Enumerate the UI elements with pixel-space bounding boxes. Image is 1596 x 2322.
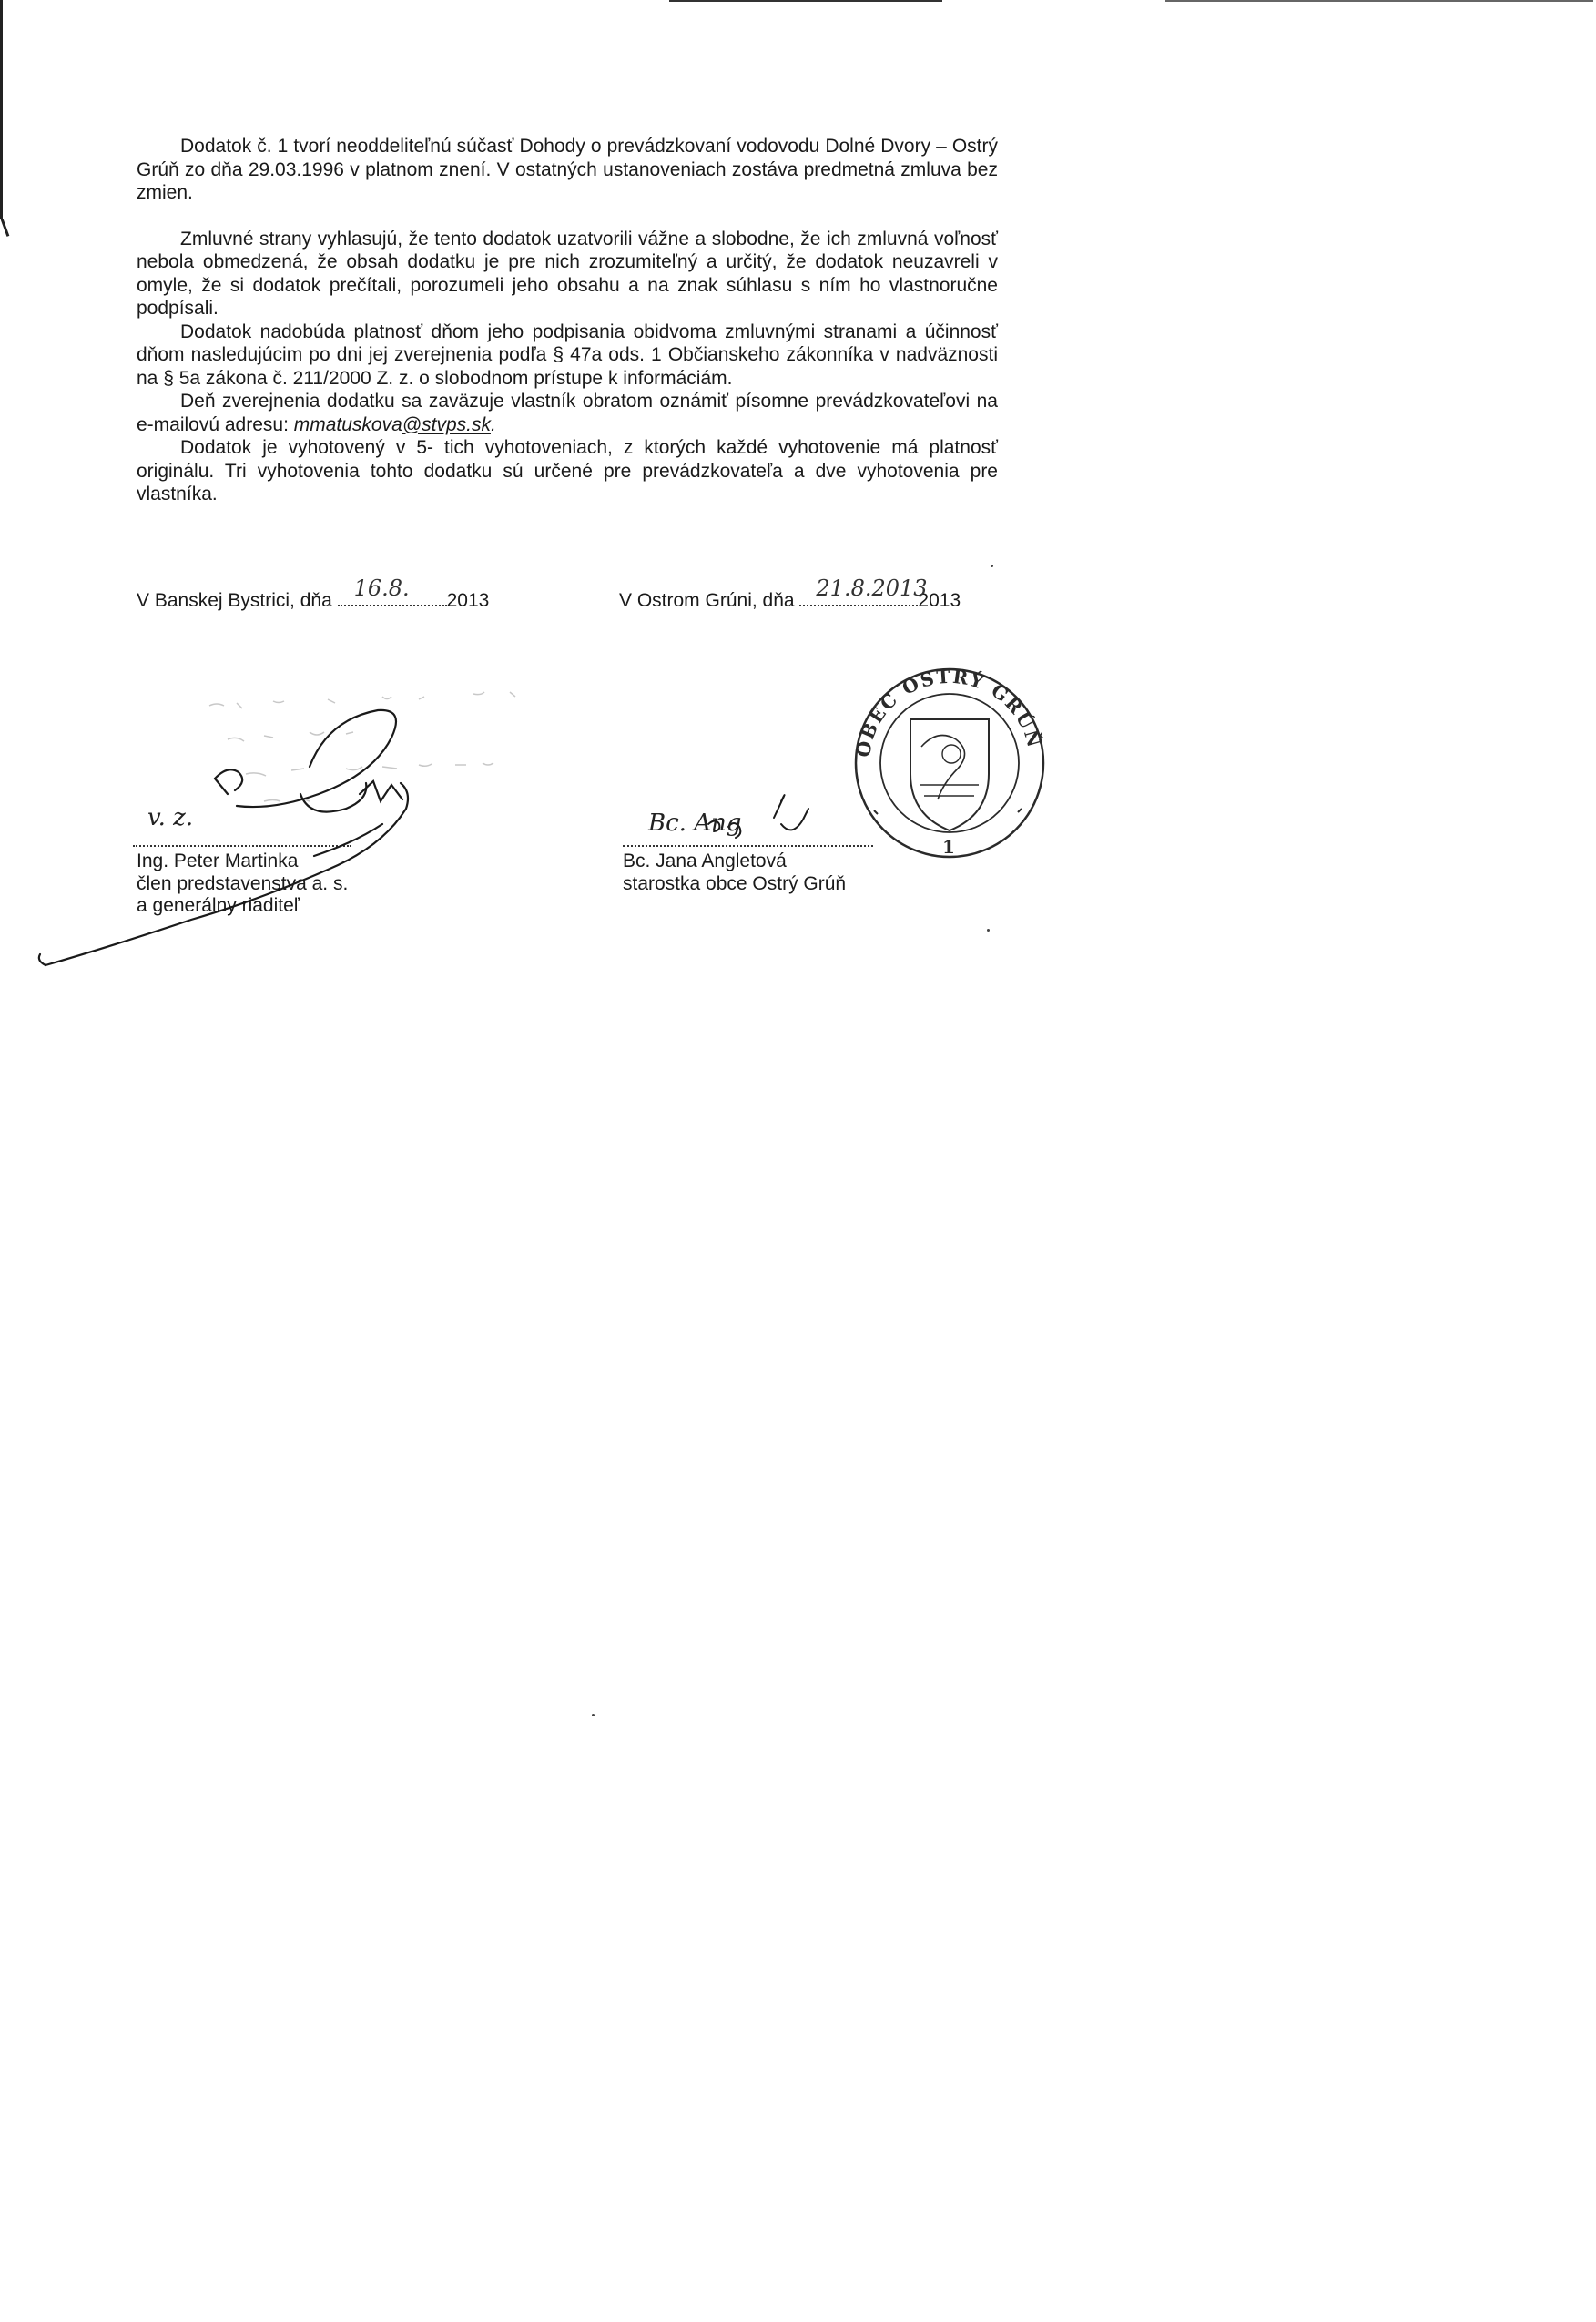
signer-role-left-2: a generálny riaditeľ xyxy=(137,895,300,916)
place-prefix-left: V Banskej Bystrici, dňa xyxy=(137,590,338,611)
scan-speck xyxy=(592,1714,595,1716)
signer-name-right: Bc. Jana Angletová xyxy=(623,850,787,871)
handwritten-date-left: 16.8. xyxy=(353,575,410,601)
handwritten-mark-left: v. z. xyxy=(147,804,194,831)
faint-company-stamp xyxy=(209,692,515,801)
scan-left-edge xyxy=(0,0,3,219)
signature-left xyxy=(39,710,408,965)
handwritten-date-right: 21.8.2013 xyxy=(816,575,928,601)
signer-block-right xyxy=(623,850,846,895)
email-end: . xyxy=(490,413,496,435)
document-body xyxy=(137,135,998,506)
email-user: mmatuskova xyxy=(293,413,402,435)
paragraph-appendix-part: Dodatok č. 1 tvorí neoddeliteľnú súčasť Dohody o prevádzkovaní vodovodu Dolné Dvory – Ostrý Grúň zo dňa 29.03.1996 v platnom znení. V ostatných ustanoveniach zostáva predmetná zmluva bez zmien. xyxy=(137,136,998,203)
handwritten-signature-right: Bc. Ang xyxy=(648,810,742,837)
email-domain: @stvps.sk xyxy=(402,413,491,435)
paragraph-publication xyxy=(137,390,998,436)
date-dots-right xyxy=(799,575,928,606)
signer-name-left: Ing. Peter Martinka xyxy=(137,850,299,871)
official-stamp xyxy=(852,666,1046,858)
signer-role-right: starostka obce Ostrý Grúň xyxy=(623,872,847,894)
place-date-left xyxy=(137,575,490,612)
stamp-ring-text: OBEC OSTRÝ GRÚŇ xyxy=(851,665,1046,759)
place-prefix-right: V Ostrom Grúni, dňa xyxy=(619,590,800,611)
stamp-number: 1 xyxy=(942,836,957,858)
signature-right xyxy=(708,795,808,838)
year-left: 2013 xyxy=(446,590,490,611)
scan-top-line xyxy=(669,0,942,2)
signature-line-left xyxy=(133,845,351,847)
signer-block-left xyxy=(137,850,348,918)
year-right: 2013 xyxy=(918,590,961,611)
paragraph-validity: Dodatok nadobúda platnosť dňom jeho podpisania obidvoma zmluvnými stranami a účinnosť dňom nasledujúcim po dni jej zverejnenia podľa § 47a ods. 1 Občianskeho zákonníka v nadväznosti na § 5a zákona č. 211/2000 Z. z. o slobodnom prístupe k informáciám. xyxy=(137,321,998,389)
signer-role-left-1: člen predstavenstva a. s. xyxy=(137,872,349,894)
paragraph-copies: Dodatok je vyhotovený v 5- tich vyhotoveniach, z ktorých každé vyhotovenie má platnosť originálu. Tri vyhotovenia tohto dodatku sú určené pre prevádzkovateľa a dve vyhotovenia pre vlastníka. xyxy=(137,437,998,504)
scan-speck xyxy=(987,929,990,932)
scan-top-line xyxy=(1165,0,1593,2)
place-date-right xyxy=(619,575,961,612)
scan-speck xyxy=(991,565,993,567)
publication-text: Deň zverejnenia dodatku sa zaväzuje vlastník obratom oznámiť písomne prevádzkovateľovi na e-mailovú adresu: xyxy=(137,391,998,435)
paragraph-declaration: Zmluvné strany vyhlasujú, že tento dodatok uzatvorili vážne a slobodne, že ich zmluvná voľnosť nebola obmedzená, že obsah dodatku je pre nich zrozumiteľný a určitý, že dodatok neuzavreli v omyle, že si dodatok prečítali, porozumeli jeho obsahu a na znak súhlasu s ním ho vlastnoručne podpísali. xyxy=(137,228,998,319)
signature-line-right xyxy=(623,845,873,847)
scan-edge-tick xyxy=(1,219,10,237)
date-dots-left xyxy=(338,575,447,606)
